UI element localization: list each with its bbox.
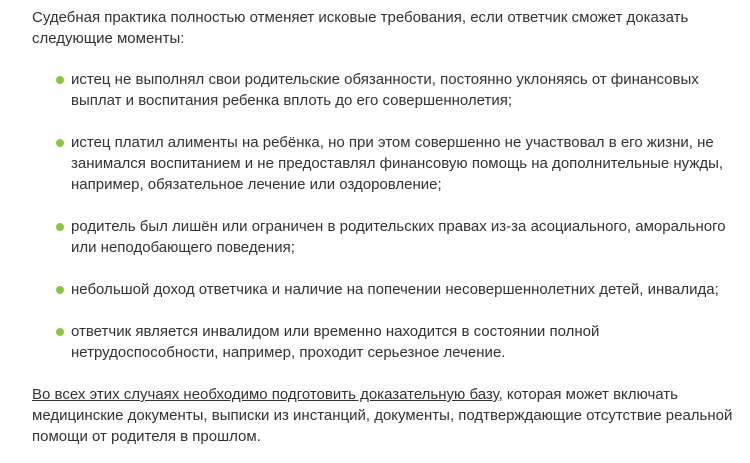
evidence-base-link[interactable]: Во всех этих случаях необходимо подготовить доказательную базу <box>32 386 499 403</box>
conclusion-paragraph <box>32 384 744 447</box>
list-item-text: небольшой доход ответчика и наличие на попечении несовершеннолетних детей, инвалида; <box>71 281 719 298</box>
intro-paragraph: Судебная практика полностью отменяет исковые требования, если ответчик сможет доказать следующие моменты: <box>32 9 689 47</box>
list-item <box>71 321 744 363</box>
conclusion-text: , которая может включать медицинские документы, выписки из инстанций, документы, подтверждающие отсутствие реальной помощи от родителя в прошлом. <box>32 386 733 445</box>
bullet-dot-icon <box>56 139 64 147</box>
bullet-dot-icon <box>56 328 64 336</box>
list-item-text: ответчик является инвалидом или временно находится в состоянии полной нетрудоспособности, например, проходит серьезное лечение. <box>71 323 600 361</box>
article-body <box>32 7 744 447</box>
bullet-dot-icon <box>56 223 64 231</box>
list-item-text: родитель был лишён или ограничен в родительских правах из-за асоциального, аморального или неподобающего поведения; <box>71 218 726 256</box>
list-item-text: истец не выполнял свои родительские обязанности, постоянно уклоняясь от финансовых выплат и воспитания ребенка вплоть до его совершеннолетия; <box>71 71 699 109</box>
list-item <box>71 216 744 258</box>
list-item <box>71 69 744 111</box>
list-item <box>71 132 744 195</box>
list-item-text: истец платил алименты на ребёнка, но при этом совершенно не участвовал в его жизни, не занимался воспитанием и не предоставлял финансовую помощь на дополнительные нужды, например, обязательное лечение или оздоровление; <box>71 134 724 193</box>
conditions-list <box>32 69 744 363</box>
bullet-dot-icon <box>56 76 64 84</box>
bullet-dot-icon <box>56 286 64 294</box>
list-item <box>71 279 744 300</box>
